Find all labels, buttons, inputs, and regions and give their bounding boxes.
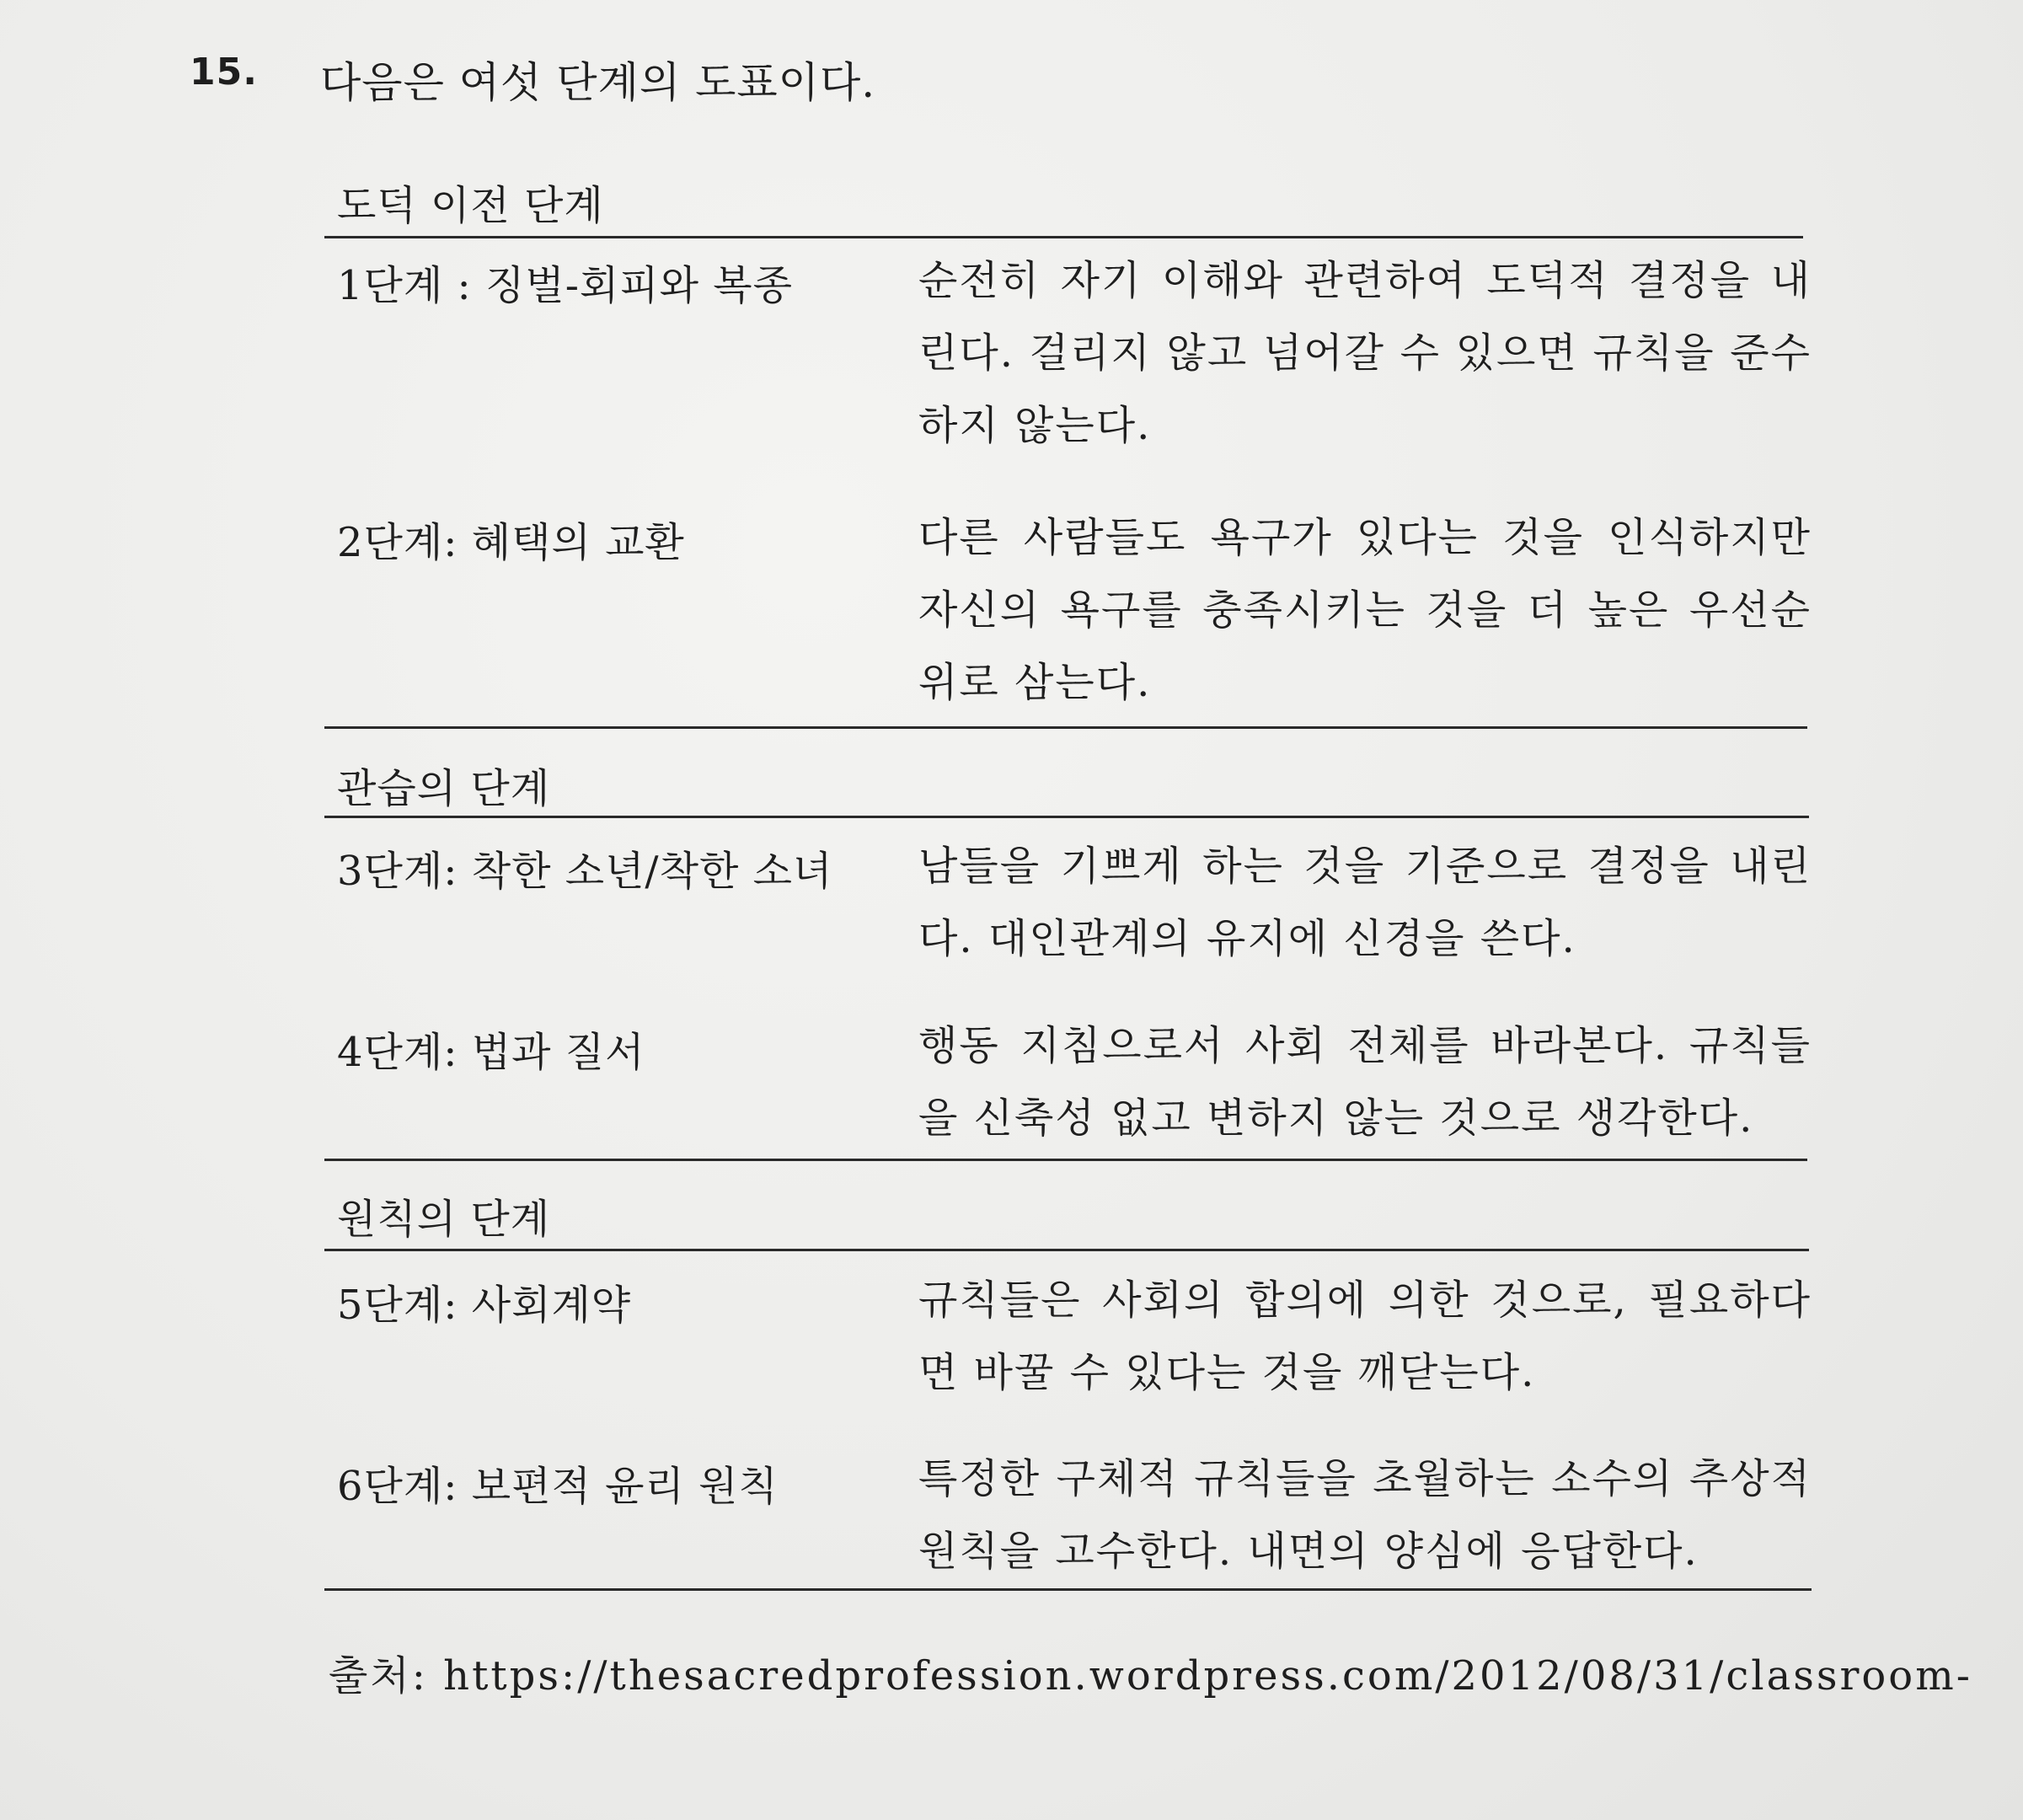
stage-label-2: 2단계: 혜택의 교환 bbox=[337, 519, 685, 566]
stage-description-3: 남들을 기쁘게 하는 것을 기준으로 결정을 내린다. 대인관계의 유지에 신경을 쓴다. bbox=[918, 843, 1812, 962]
stage-description-6: 특정한 구체적 규칙들을 초월하는 소수의 추상적 원칙을 고수한다. 내면의 양심에 응답한다. bbox=[918, 1455, 1812, 1575]
stage-label-1: 1단계 : 징벌-회피와 복종 bbox=[337, 262, 794, 309]
section-rule bbox=[324, 236, 1803, 238]
stage-label-6: 6단계: 보편적 윤리 원칙 bbox=[337, 1463, 779, 1510]
table-bottom-rule bbox=[324, 1588, 1812, 1591]
section-title-preconventional: 도덕 이전 단계 bbox=[337, 182, 604, 229]
section-title-postconventional: 원칙의 단계 bbox=[337, 1196, 551, 1243]
stage-label-5: 5단계: 사회계약 bbox=[337, 1282, 632, 1329]
question-text: 다음은 여섯 단계의 도표이다. bbox=[320, 58, 876, 107]
section-rule bbox=[324, 1159, 1807, 1161]
question-number: 15. bbox=[190, 51, 258, 94]
stage-label-3: 3단계: 착한 소년/착한 소녀 bbox=[337, 848, 833, 895]
section-rule bbox=[324, 816, 1809, 818]
source-citation: 출처: https://thesacredprofession.wordpress.com/2012/08/31/classroom- bbox=[329, 1652, 1972, 1700]
stage-description-4: 행동 지침으로서 사회 전체를 바라본다. 규칙들을 신축성 없고 변하지 않는 것으로 생각한다. bbox=[918, 1022, 1812, 1142]
stage-description-2: 다른 사람들도 욕구가 있다는 것을 인식하지만 자신의 욕구를 충족시키는 것을 더 높은 우선순위로 삼는다. bbox=[918, 514, 1812, 706]
stage-description-5: 규칙들은 사회의 합의에 의한 것으로, 필요하다면 바꿀 수 있다는 것을 깨닫는다. bbox=[918, 1277, 1812, 1396]
stage-description-1: 순전히 자기 이해와 관련하여 도덕적 결정을 내린다. 걸리지 않고 넘어갈 수 있으면 규칙을 준수하지 않는다. bbox=[918, 257, 1812, 449]
section-rule bbox=[324, 726, 1807, 729]
section-rule bbox=[324, 1249, 1809, 1251]
stage-label-4: 4단계: 법과 질서 bbox=[337, 1029, 645, 1076]
section-title-conventional: 관습의 단계 bbox=[337, 765, 551, 812]
